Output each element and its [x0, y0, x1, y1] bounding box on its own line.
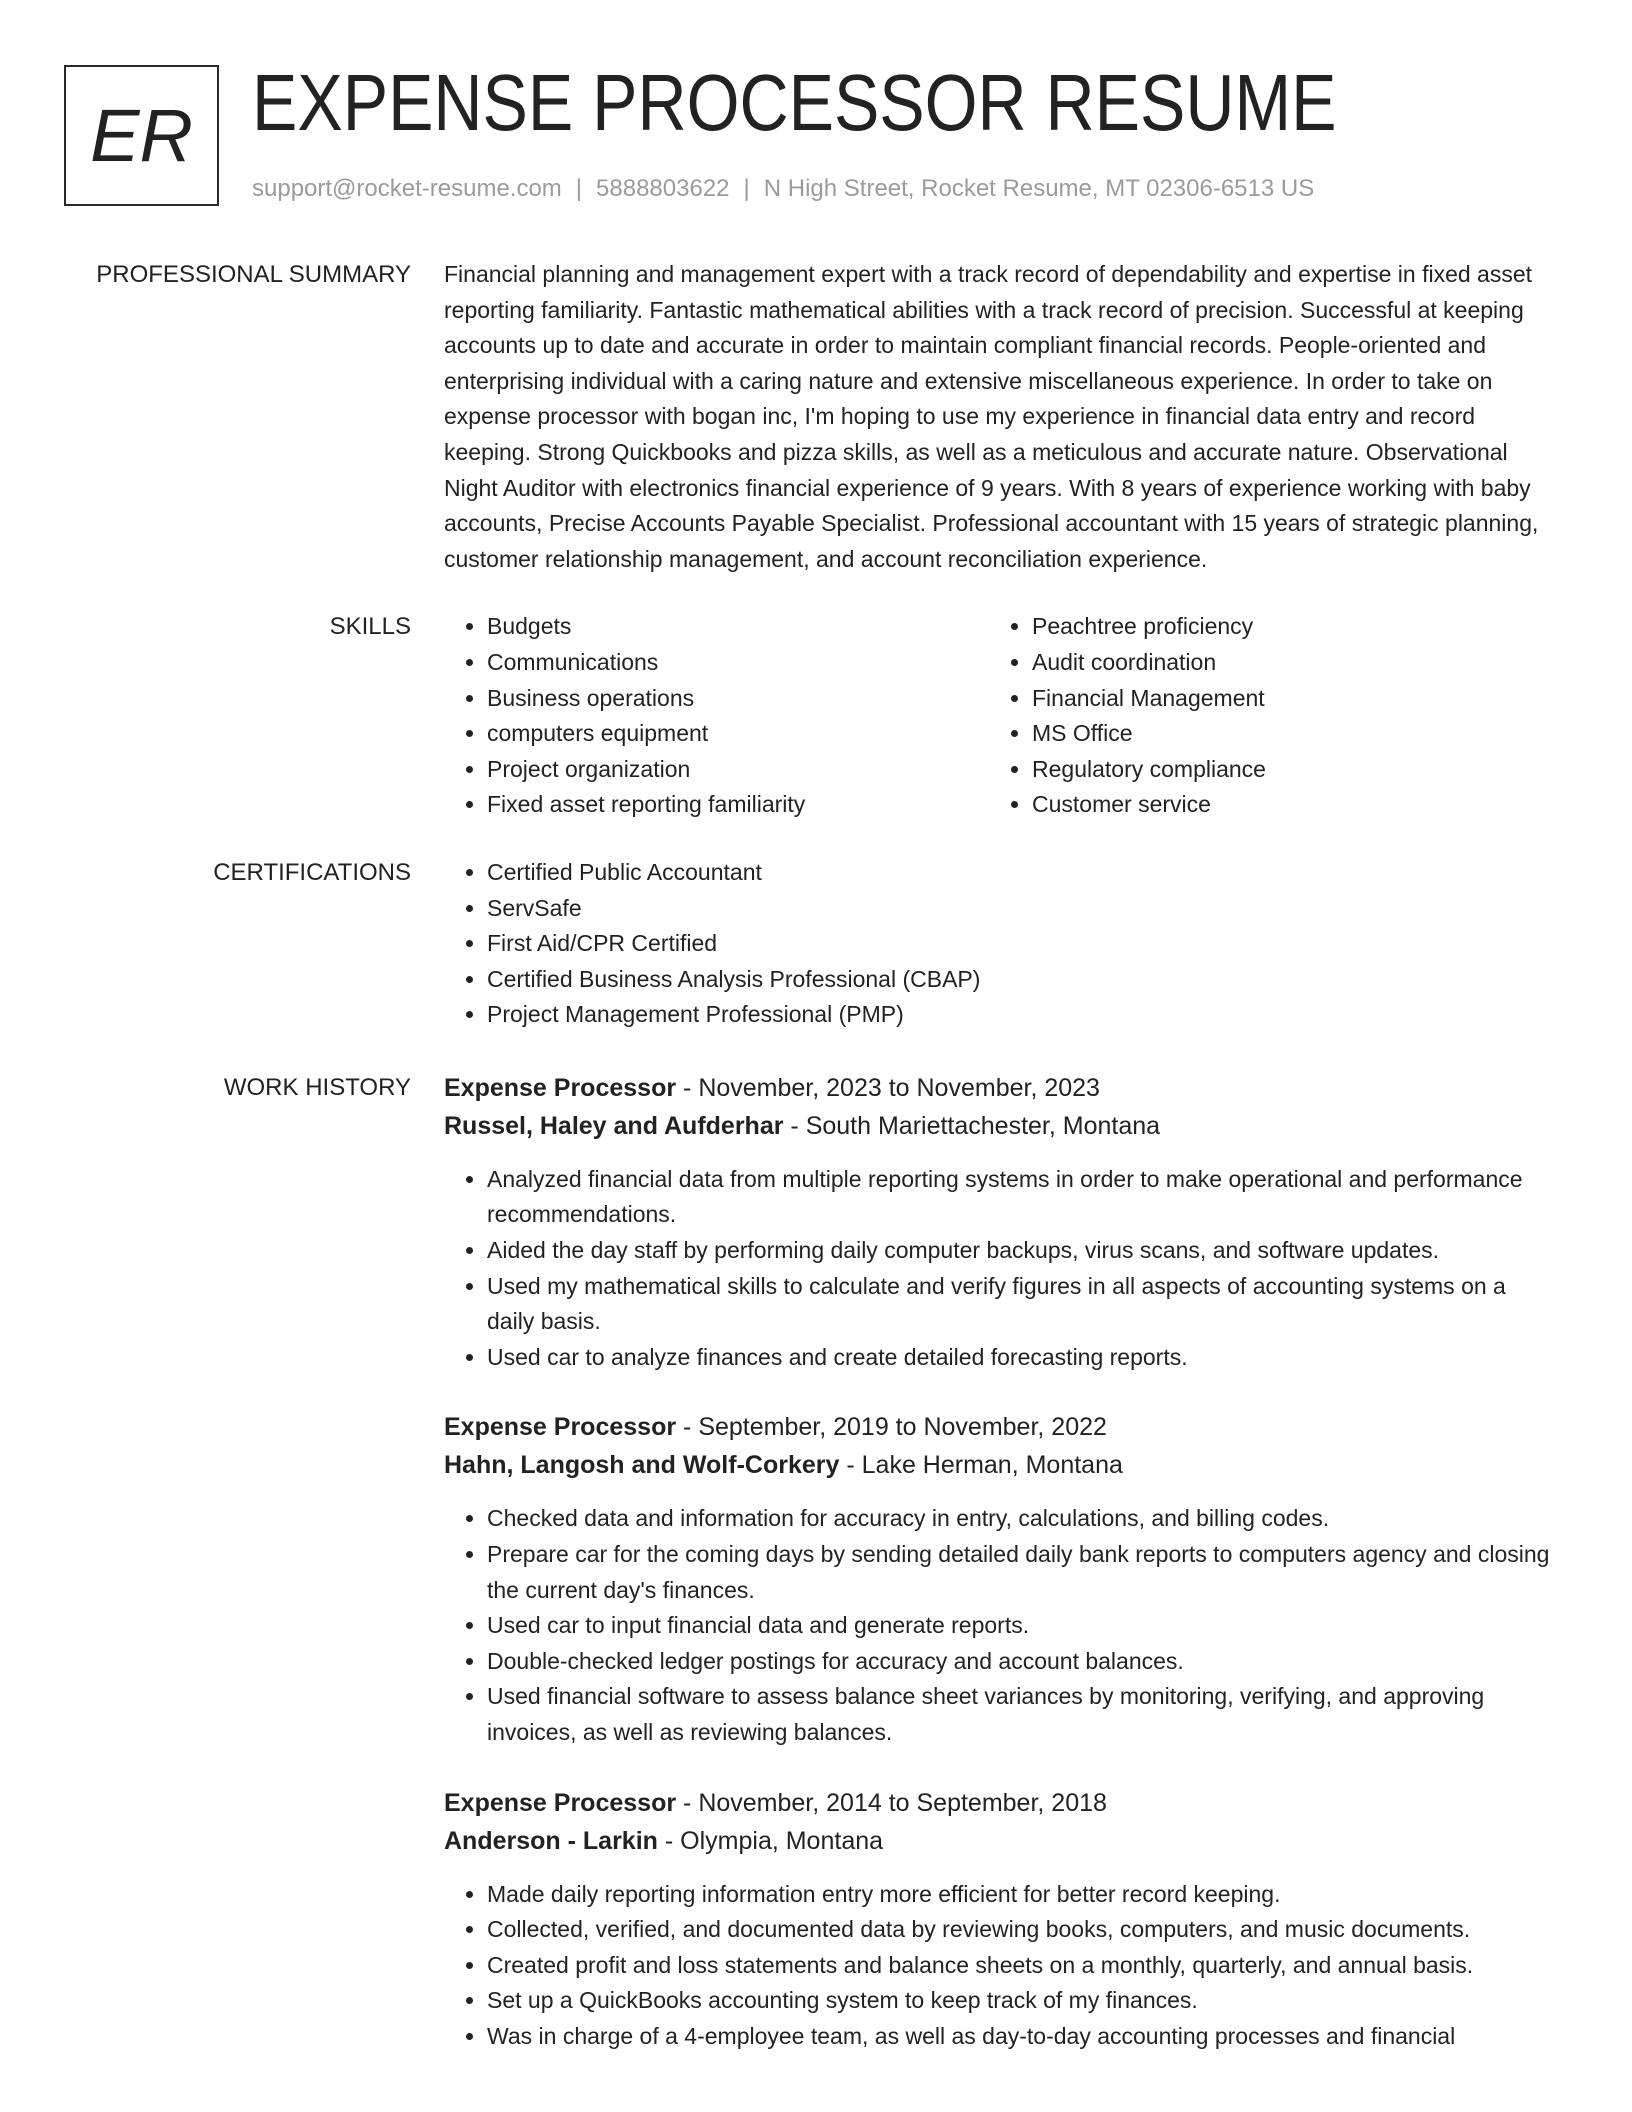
- job-separator: -: [683, 1073, 692, 1102]
- job-bullet: • Used my mathematical skills to calculate and verify figures in all aspects of accounting systems on a daily basis.: [487, 1269, 1550, 1340]
- job-bullet: • Aided the day staff by performing daily computer backups, virus scans, and software updates.: [487, 1233, 1550, 1269]
- summary-text: Financial planning and management expert with a track record of dependability and expertise in fixed asset reporting familiarity. Fantastic mathematical abilities with a track record of precision. Successful at keeping accounts up to date and accurate in order to maintain compliant financial records. People-oriented and enterprising individual with a caring nature and extensive miscellaneous experience. In order to take on expense processor with bogan inc, I'm hoping to use my experience in financial data entry and record keeping. Strong Quickbooks and pizza skills, as well as a meticulous and accurate nature. Observational Night Auditor with electronics financial experience of 9 years. With 8 years of experience working with baby accounts, Precise Accounts Payable Specialist. Professional accountant with 15 years of strategic planning, customer relationship management, and account reconciliation experience.: [444, 261, 1539, 572]
- job-company: Anderson - Larkin: [444, 1826, 658, 1855]
- job-location: Lake Herman, Montana: [861, 1451, 1123, 1480]
- certification-item: • Certified Business Analysis Professional (CBAP): [487, 962, 1550, 998]
- skills-grid: [444, 609, 1550, 823]
- monogram-badge: [64, 65, 219, 206]
- skill-item: • Customer service: [1032, 787, 1550, 823]
- skill-item: • computers equipment: [487, 716, 989, 752]
- section-heading-certifications: CERTIFICATIONS: [213, 858, 411, 886]
- job-bullet: • Set up a QuickBooks accounting system to keep track of my finances.: [487, 1983, 1550, 2019]
- job-title: Expense Processor: [444, 1073, 677, 1102]
- job-company-line: [444, 1446, 1550, 1484]
- job-bullet: • Checked data and information for accuracy in entry, calculations, and billing codes.: [487, 1501, 1550, 1537]
- skill-item: • Financial Management: [1032, 681, 1550, 717]
- job-entry: [444, 1408, 1550, 1750]
- contact-separator: |: [575, 175, 583, 202]
- job-company-line: [444, 1107, 1550, 1145]
- job-dates: November, 2014 to September, 2018: [698, 1788, 1107, 1817]
- job-location: South Mariettachester, Montana: [805, 1111, 1161, 1140]
- job-title: Expense Processor: [444, 1413, 677, 1442]
- job-bullet: • Created profit and loss statements and balance sheets on a monthly, quarterly, and annual basis.: [487, 1948, 1550, 1984]
- section-heading-skills: SKILLS: [329, 613, 411, 641]
- job-entry: [444, 1069, 1550, 1376]
- job-separator: -: [664, 1826, 674, 1855]
- skills-content: [444, 609, 1550, 823]
- skill-item: • Communications: [487, 645, 989, 681]
- skill-item: • Budgets: [487, 609, 989, 645]
- skill-item: • Project organization: [487, 752, 989, 788]
- skill-item: • MS Office: [1032, 716, 1550, 752]
- skill-item: • Audit coordination: [1032, 645, 1550, 681]
- job-bullets: [444, 1877, 1550, 2055]
- job-dates: November, 2023 to November, 2023: [698, 1073, 1100, 1102]
- resume-body: [64, 257, 1550, 2055]
- job-location: Olympia, Montana: [680, 1826, 884, 1855]
- job-company: Russel, Haley and Aufderhar: [444, 1111, 784, 1140]
- contact-email: support@rocket-resume.com: [252, 175, 562, 202]
- section-heading-work-history: WORK HISTORY: [223, 1073, 411, 1101]
- contact-phone: 5888803622: [596, 175, 730, 202]
- job-separator: -: [846, 1451, 855, 1480]
- certifications-list: [444, 855, 1550, 1033]
- skills-section: [64, 609, 1550, 823]
- contact-separator: |: [743, 175, 750, 202]
- job-bullet: • Used car to analyze finances and create detailed forecasting reports.: [487, 1340, 1550, 1376]
- section-heading-summary: PROFESSIONAL SUMMARY: [96, 261, 411, 288]
- contact-line: [252, 173, 1314, 205]
- professional-summary-section: [64, 257, 1550, 577]
- job-dates: September, 2019 to November, 2022: [698, 1413, 1107, 1442]
- job-bullet: • Collected, verified, and documented data by reviewing books, computers, and music documents.: [487, 1912, 1550, 1948]
- skill-item: • Peachtree proficiency: [1032, 609, 1550, 645]
- job-separator: -: [683, 1788, 692, 1817]
- skill-item: • Regulatory compliance: [1032, 752, 1550, 788]
- job-bullets: [444, 1501, 1550, 1750]
- job-entry: [444, 1784, 1550, 2055]
- job-bullets: [444, 1162, 1550, 1376]
- certifications-content: [444, 855, 1550, 1033]
- work-history-content: [444, 1069, 1550, 2055]
- summary-content: [444, 257, 1550, 577]
- job-bullet: • Used financial software to assess balance sheet variances by monitoring, verifying, and approving invoices, as well as reviewing balances.: [487, 1679, 1550, 1750]
- job-bullet: • Double-checked ledger postings for accuracy and account balances.: [487, 1644, 1550, 1680]
- certification-item: • First Aid/CPR Certified: [487, 926, 1550, 962]
- job-bullet: • Used car to input financial data and generate reports.: [487, 1608, 1550, 1644]
- job-bullet: • Analyzed financial data from multiple reporting systems in order to make operational and performance recommendations.: [487, 1162, 1550, 1233]
- job-title-line: [444, 1069, 1550, 1107]
- skill-item: • Business operations: [487, 681, 989, 717]
- resume-title: EXPENSE PROCESSOR RESUME: [252, 58, 1337, 147]
- job-title-line: [444, 1408, 1550, 1446]
- skills-list-right: [989, 609, 1550, 823]
- skill-item: • Fixed asset reporting familiarity: [487, 787, 989, 823]
- monogram-initials: ER: [90, 93, 193, 177]
- certification-item: • ServSafe: [487, 891, 1550, 927]
- job-bullet: • Made daily reporting information entry more efficient for better record keeping.: [487, 1877, 1550, 1913]
- skills-list-left: [444, 609, 989, 823]
- job-title-line: [444, 1784, 1550, 1822]
- certifications-section: [64, 855, 1550, 1033]
- job-separator: -: [683, 1413, 692, 1442]
- job-company: Hahn, Langosh and Wolf-Corkery: [444, 1451, 840, 1480]
- job-company-line: [444, 1822, 1550, 1860]
- contact-address: N High Street, Rocket Resume, MT 02306-6513 US: [763, 175, 1315, 202]
- job-bullet: • Prepare car for the coming days by sending detailed daily bank reports to computers agency and closing the current day's finances.: [487, 1537, 1550, 1608]
- job-title: Expense Processor: [444, 1788, 677, 1817]
- job-bullet: • Was in charge of a 4-employee team, as well as day-to-day accounting processes and financial: [487, 2019, 1550, 2055]
- certification-item: • Project Management Professional (PMP): [487, 997, 1550, 1033]
- work-history-section: [64, 1069, 1550, 2055]
- certification-item: • Certified Public Accountant: [487, 855, 1550, 891]
- job-separator: -: [790, 1111, 799, 1140]
